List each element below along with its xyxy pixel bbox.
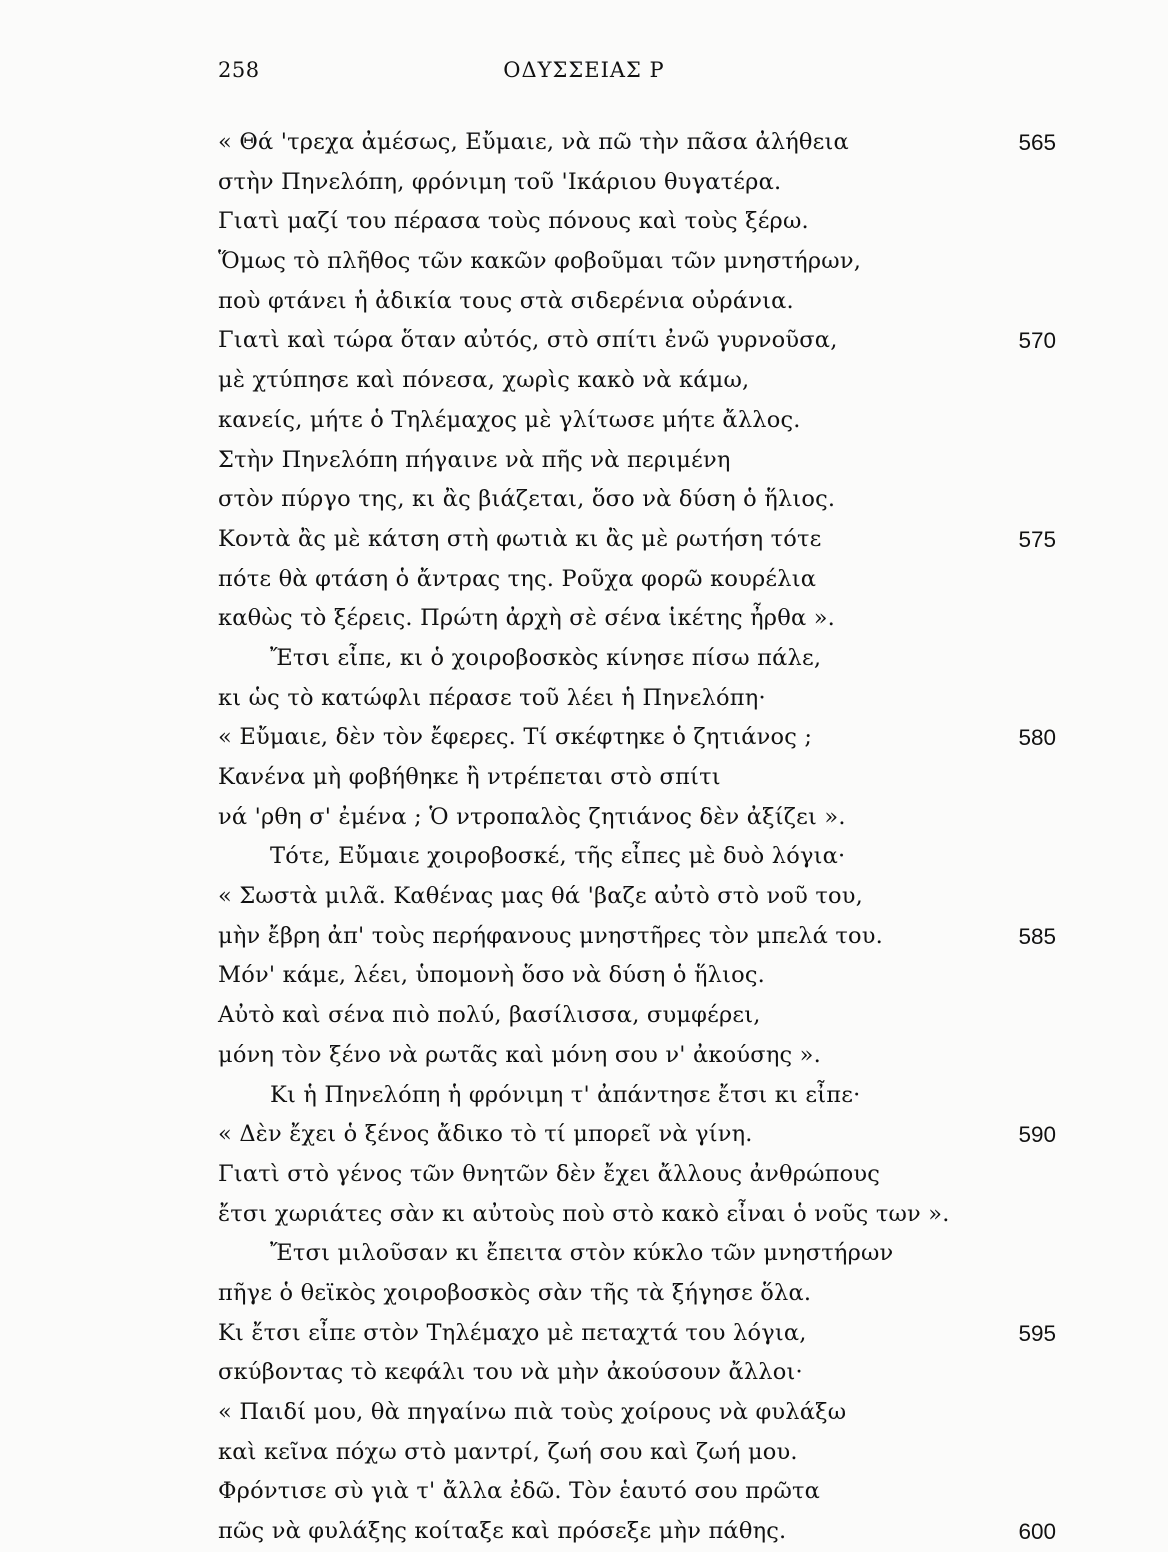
- line-number: 575: [1018, 526, 1056, 552]
- verse-text: νά 'ρθη σ' ἐμένα ; Ὁ ντροπαλὸς ζητιάνος δὲν ἀξίζει ».: [218, 803, 846, 830]
- verse-line: [218, 1076, 1068, 1116]
- line-number: 565: [1018, 130, 1056, 155]
- verse-line: [218, 679, 1068, 719]
- verse-text: σκύβοντας τὸ κεφάλι του νὰ μὴν ἀκούσουν ἄλλοι·: [218, 1359, 803, 1386]
- verse-text: Γιατὶ μαζί του πέρασα τοὺς πόνους καὶ τοὺς ξέρω.: [218, 208, 809, 235]
- verse-text: Κοντὰ ἂς μὲ κάτση στὴ φωτιὰ κι ἂς μὲ ρωτήση τότε: [218, 525, 822, 552]
- verse-line: [218, 441, 1068, 481]
- verse-line: [218, 163, 1068, 203]
- verse-line: [218, 1234, 1068, 1274]
- verse-text: Μόν' κάμε, λέει, ὑπομονὴ ὅσο νὰ δύση ὁ ἥλιος.: [218, 962, 766, 989]
- line-number: 585: [1018, 923, 1056, 949]
- verse-text: Φρόντισε σὺ γιὰ τ' ἄλλα ἐδῶ. Τὸν ἑαυτό σου πρῶτα: [218, 1478, 821, 1505]
- verse-text: Κανένα μὴ φοβήθηκε ἢ ντρέπεται στὸ σπίτι: [218, 764, 721, 790]
- verse-line: [218, 1472, 1068, 1512]
- verse-line: [218, 520, 1068, 560]
- verse-text: Τότε, Εὔμαιε χοιροβοσκέ, τῆς εἶπες μὲ δυὸ λόγια·: [270, 843, 846, 870]
- verse-text: στὴν Πηνελόπη, φρόνιμη τοῦ 'Ικάριου θυγατέρα.: [218, 168, 782, 195]
- verse-text: « Εὔμαιε, δὲν τὸν ἔφερες. Τί σκέφτηκε ὁ ζητιάνος ;: [218, 724, 813, 751]
- verse-text: πότε θὰ φτάση ὁ ἄντρας της. Ροῦχα φορῶ κουρέλια: [218, 565, 817, 592]
- verse-line: [218, 321, 1068, 361]
- verse-text: « Παιδί μου, θὰ πηγαίνω πιὰ τοὺς χοίρους νὰ φυλάξω: [218, 1399, 847, 1425]
- verse-line: [218, 123, 1068, 163]
- verse-line: [218, 758, 1068, 798]
- verse-text: Αὐτὸ καὶ σένα πιὸ πολύ, βασίλισσα, συμφέρει,: [218, 1002, 761, 1029]
- verse-text: « Δὲν ἔχει ὁ ξένος ἄδικο τὸ τί μπορεῖ νὰ γίνη.: [218, 1121, 753, 1148]
- verse-line: [218, 1274, 1068, 1314]
- verse-text: Ὅμως τὸ πλῆθος τῶν κακῶν φοβοῦμαι τῶν μνηστήρων,: [218, 248, 862, 275]
- verse-text: Ἔτσι εἶπε, κι ὁ χοιροβοσκὸς κίνησε πίσω πάλε,: [270, 644, 822, 671]
- verse-line: [218, 917, 1068, 957]
- verse-text: πῆγε ὁ θεϊκὸς χοιροβοσκὸς σὰν τῆς τὰ ξήγησε ὅλα.: [218, 1279, 812, 1306]
- line-number: 580: [1018, 725, 1056, 751]
- line-number: 590: [1018, 1122, 1056, 1148]
- verse-line: [218, 242, 1068, 282]
- verse-line: [218, 361, 1068, 401]
- verse-line: [218, 401, 1068, 441]
- verse-line: [218, 1353, 1068, 1393]
- verse-line: [218, 639, 1068, 679]
- verse-text: μὲ χτύπησε καὶ πόνεσα, χωρὶς κακὸ νὰ κάμω,: [218, 367, 750, 394]
- line-number: 595: [1018, 1320, 1056, 1346]
- verse-line: [218, 996, 1068, 1036]
- verse-line: [218, 202, 1068, 242]
- verse-line: [218, 837, 1068, 877]
- verse-line: [218, 1393, 1068, 1433]
- verse-text: καθὼς τὸ ξέρεις. Πρώτη ἀρχὴ σὲ σένα ἱκέτης ἦρθα ».: [218, 605, 836, 632]
- verse-text: καὶ κεῖνα πόχω στὸ μαντρί, ζωή σου καὶ ζωή μου.: [218, 1438, 798, 1465]
- verse-text: ἔτσι χωριάτες σὰν κι αὐτοὺς ποὺ στὸ κακὸ εἶναι ὁ νοῦς των ».: [218, 1200, 950, 1227]
- verse-text: πῶς νὰ φυλάξης κοίταξε καὶ πρόσεξε μὴν πάθης.: [218, 1518, 787, 1545]
- verse-line: [218, 798, 1068, 838]
- verse-line: [218, 1314, 1068, 1354]
- line-number: 600: [1018, 1519, 1056, 1545]
- verse-line: [218, 718, 1068, 758]
- page-number: 258: [218, 58, 260, 82]
- verse-line: [218, 480, 1068, 520]
- verse-text: κανείς, μήτε ὁ Τηλέμαχος μὲ γλίτωσε μήτε ἄλλος.: [218, 406, 801, 433]
- verse-line: [218, 956, 1068, 996]
- running-title: ΟΔΥΣΣΕΙΑΣ Ρ: [503, 58, 665, 82]
- verse-text: στὸν πύργο της, κι ἂς βιάζεται, ὅσο νὰ δύση ὁ ἥλιος.: [218, 486, 836, 513]
- verse-text: « Θά 'τρεχα ἀμέσως, Εὔμαιε, νὰ πῶ τὴν πᾶσα ἀλήθεια: [218, 129, 849, 155]
- line-number: 570: [1018, 328, 1056, 354]
- verse-line: [218, 1036, 1068, 1076]
- verse-text: Κι ἡ Πηνελόπη ἡ φρόνιμη τ' ἀπάντησε ἔτσι κι εἶπε·: [270, 1081, 861, 1108]
- verse-text: « Σωστὰ μιλᾶ. Καθένας μας θά 'βαζε αὐτὸ στὸ νοῦ του,: [218, 883, 864, 910]
- verse-text: μόνη τὸν ξένο νὰ ρωτᾶς καὶ μόνη σου ν' ἀκούσης ».: [218, 1041, 821, 1068]
- verse-text: Στὴν Πηνελόπη πήγαινε νὰ πῆς νὰ περιμένη: [218, 446, 731, 473]
- verse-text: κι ὡς τὸ κατώφλι πέρασε τοῦ λέει ἡ Πηνελόπη·: [218, 684, 766, 711]
- verse-line: [218, 282, 1068, 322]
- verse-text: μὴν ἔβρη ἀπ' τοὺς περήφανους μνηστῆρες τὸν μπελά του.: [218, 922, 884, 949]
- verse-line: [218, 1195, 1068, 1235]
- verse-line: [218, 1433, 1068, 1473]
- verse-text: Γιατὶ στὸ γένος τῶν θνητῶν δὲν ἔχει ἄλλους ἀνθρώπους: [218, 1160, 881, 1187]
- verse-text: Γιατὶ καὶ τώρα ὅταν αὐτός, στὸ σπίτι ἐνῶ γυρνοῦσα,: [218, 327, 838, 354]
- verse-text: ποὺ φτάνει ἡ ἀδικία τους στὰ σιδερένια οὐράνια.: [218, 287, 794, 314]
- verse-line: [218, 560, 1068, 600]
- verse-line: [218, 1115, 1068, 1155]
- verse-text: Ἔτσι μιλοῦσαν κι ἔπειτα στὸν κύκλο τῶν μνηστήρων: [270, 1240, 894, 1267]
- verse-line: [218, 599, 1068, 639]
- verse-line: [218, 1155, 1068, 1195]
- verse-line: [218, 877, 1068, 917]
- verse-list: [218, 123, 1068, 1552]
- verse-text: Κι ἔτσι εἶπε στὸν Τηλέμαχο μὲ πεταχτά του λόγια,: [218, 1319, 807, 1346]
- verse-line: [218, 1512, 1068, 1552]
